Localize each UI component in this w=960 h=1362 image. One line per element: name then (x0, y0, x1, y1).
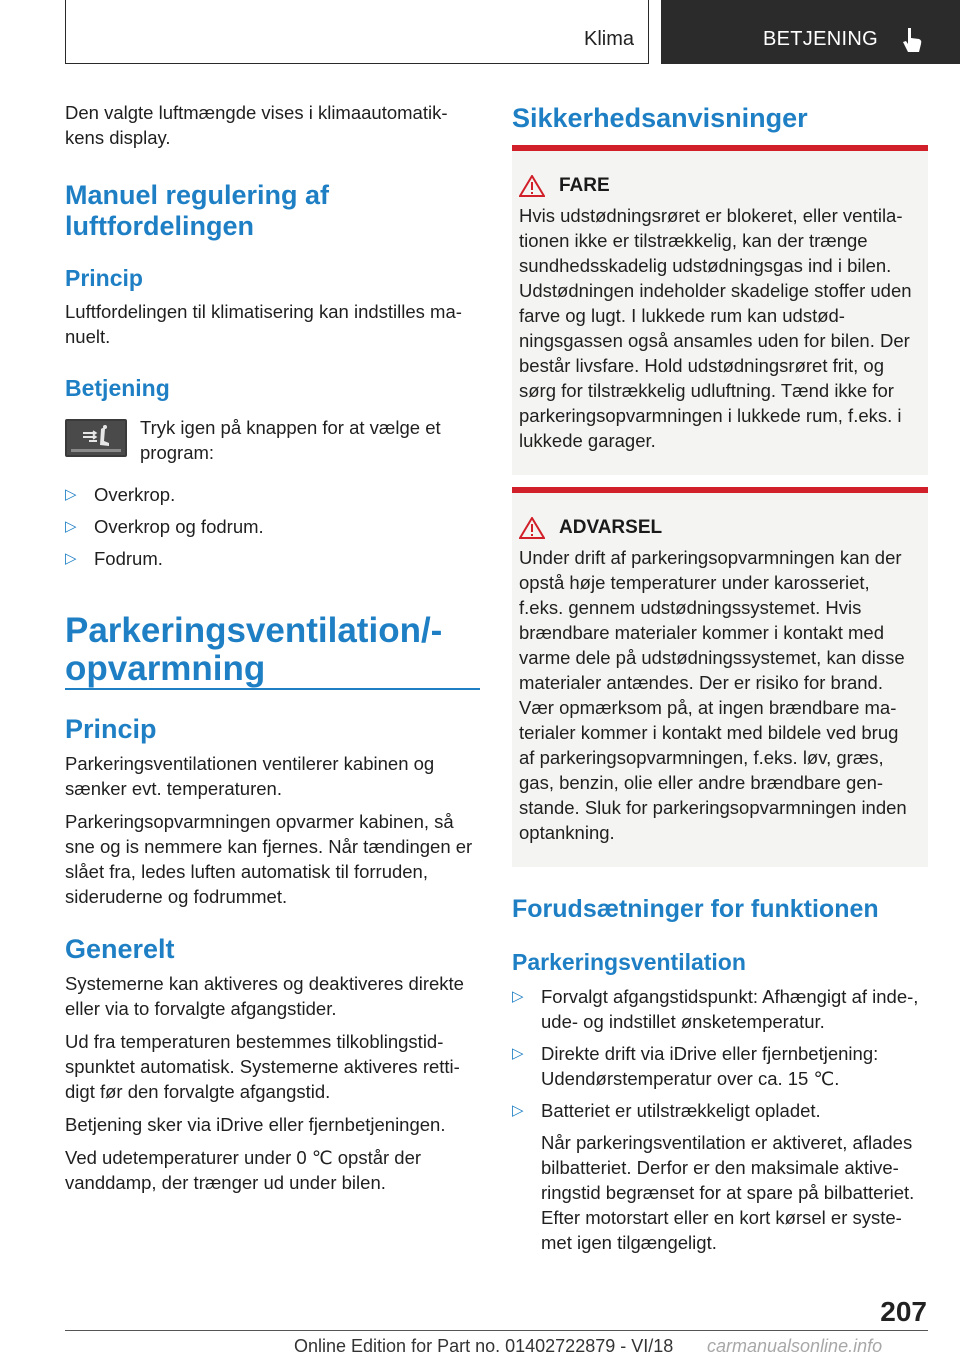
generelt-paragraph-2: Ud fra temperaturen bestemmes tilkoblingstid-spunktet automatisk. Systemerne aktiveres retti-digt før den forvalgte afgangstid. (65, 1031, 460, 1102)
triangle-bullet-icon: ▷ (512, 1045, 524, 1062)
heading-manual-line1: Manuel regulering af (65, 180, 330, 210)
generelt-paragraph-3: Betjening sker via iDrive eller fjernbetjeningen. (65, 1114, 446, 1135)
heading-parking-line2: opvarmning (65, 649, 266, 688)
heading-safety: Sikkerhedsanvisninger (512, 103, 808, 133)
page-number: 207 (880, 1296, 927, 1327)
section-divider (65, 688, 480, 690)
triangle-bullet-icon: ▷ (512, 988, 524, 1005)
seat-airflow-icon (65, 419, 127, 457)
heading-princip-2: Princip (65, 714, 157, 744)
header-left-frame (65, 0, 649, 64)
prerequisites-list (512, 984, 928, 1262)
generelt-text (65, 971, 480, 1203)
list-item: ▷ Fodrum. (65, 548, 163, 569)
heading-parking-ventilation (65, 612, 480, 688)
warning-label: ADVARSEL (559, 517, 663, 538)
heading-betjening: Betjening (65, 375, 170, 401)
warning-box (512, 487, 928, 867)
header-section-title: Klima (583, 28, 634, 50)
air-distribution-button-image (65, 419, 127, 457)
watermark-text: carmanualsonline.info (707, 1336, 883, 1356)
list-item: ▷ Forvalgt afgangstidspunkt: Afhængigt af inde-, ude- og indstillet ønsketemperatur. (512, 986, 919, 1032)
generelt-paragraph-1: Systemerne kan aktiveres og deaktiveres direkte eller via to forvalgte afgangstider. (65, 973, 464, 1019)
triangle-bullet-icon: ▷ (65, 518, 77, 535)
heading-manual-line2: luftfordelingen (65, 211, 254, 241)
heading-princip: Princip (65, 265, 143, 291)
betjening-paragraph: Tryk igen på knappen for at vælge et program: (140, 417, 441, 463)
princip-paragraph: Luftfordelingen til klimatisering kan indstilles ma-nuelt. (65, 301, 462, 347)
header-chapter-tab (661, 0, 960, 64)
list-item: ▷ Overkrop. (65, 484, 176, 505)
warning-text: Under drift af parkeringsopvarmningen kan der opstå høje temperaturer under karosseriet, f.eks. gennem udstødningssystemet. Hvis brændbare materialer kommer i kontakt med varme dele på udstødningssystemet, kan disse materialer antændes. Der er risiko for brand. Vær opmærksom på, at ingen brændbare ma-terialer kommer i kontakt med bildele ved brug af parkeringsopvarmningen, f.eks. løv, græs, gas, benzin, olie eller andre brændbare gen-stande. Sluk for parkeringsopvarmningen inden optankning. (519, 547, 907, 843)
list-item: ▷ Direkte drift via iDrive eller fjernbetjening: Udendørstemperatur over ca. 15 ℃. (512, 1043, 879, 1089)
triangle-bullet-icon: ▷ (512, 1102, 524, 1119)
warning-triangle-icon (519, 175, 545, 197)
warning-triangle-icon (519, 517, 545, 539)
triangle-bullet-icon: ▷ (65, 550, 77, 567)
danger-label: FARE (559, 175, 610, 196)
heading-parking-ventilation-sub: Parkeringsventilation (512, 949, 746, 975)
princip2-paragraph-2: Parkeringsopvarmningen opvarmer kabinen, så sne og is nemmere kan fjernes. Når tændingen er slået fra, ledes luften automatisk til forruden, sideruderne og fodrummet. (65, 811, 473, 907)
header-chapter-title: BETJENING (763, 28, 878, 50)
list-item: ▷ Batteriet er utilstrækkeligt opladet. Når parkeringsventilation er aktiveret, aflades bilbatteriet. Derfor er den maksimale aktive-ringstid begrænset for at spare på bilbatteriet. Efter motorstart eller en kort kørsel er syste-met igen tilgængeligt. (512, 1098, 928, 1255)
heading-parking-line1: Parkeringsventilation/- (65, 611, 443, 650)
triangle-bullet-icon: ▷ (65, 486, 77, 503)
intro-paragraph: Den valgte luftmængde vises i klimaautomatik-kens display. (65, 102, 448, 148)
footer-divider (65, 1330, 928, 1331)
heading-manual-regulation (65, 180, 480, 242)
princip2-paragraph-1: Parkeringsventilationen ventilerer kabinen og sænker evt. temperaturen. (65, 753, 435, 799)
left-column (65, 100, 480, 158)
heading-generelt: Generelt (65, 934, 175, 964)
danger-box (512, 145, 928, 475)
heading-prerequisites: Forudsætninger for funktionen (512, 895, 879, 923)
battery-note: Når parkeringsventilation er aktiveret, aflades bilbatteriet. Derfor er den maksimale aktive-ringstid begrænset for at spare på bilbatteriet. Efter motorstart eller en kort kørsel er syste-met igen tilgængeligt. (541, 1132, 915, 1253)
program-options-list (65, 482, 480, 578)
danger-header (519, 175, 916, 197)
pointing-hand-icon (901, 26, 923, 54)
warning-header (519, 517, 916, 539)
edition-text: Online Edition for Part no. 01402722879 - VI/18 (294, 1336, 674, 1356)
generelt-paragraph-4: Ved udetemperaturer under 0 ℃ opstår der vanddamp, der trænger ud under bilen. (65, 1147, 422, 1193)
princip2-text (65, 751, 480, 917)
danger-text: Hvis udstødningsrøret er blokeret, eller ventila-tionen ikke er tilstrækkelig, kan der trænge sundhedsskadelig udstødningsgas ind i bilen. Udstødningen indeholder skadelige stoffer uden farve og lugt. I lukkede rum kan udstød-ningsgassen også ansamles uden for bilen. Der består livsfare. Hold udstødningsrøret frit, og sørg for tilstrækkelig udluftning. Tænd ikke for parkeringsopvarmningen i lukkede rum, f.eks. i lukkede garager. (519, 205, 912, 451)
list-item: ▷ Overkrop og fodrum. (65, 516, 264, 537)
